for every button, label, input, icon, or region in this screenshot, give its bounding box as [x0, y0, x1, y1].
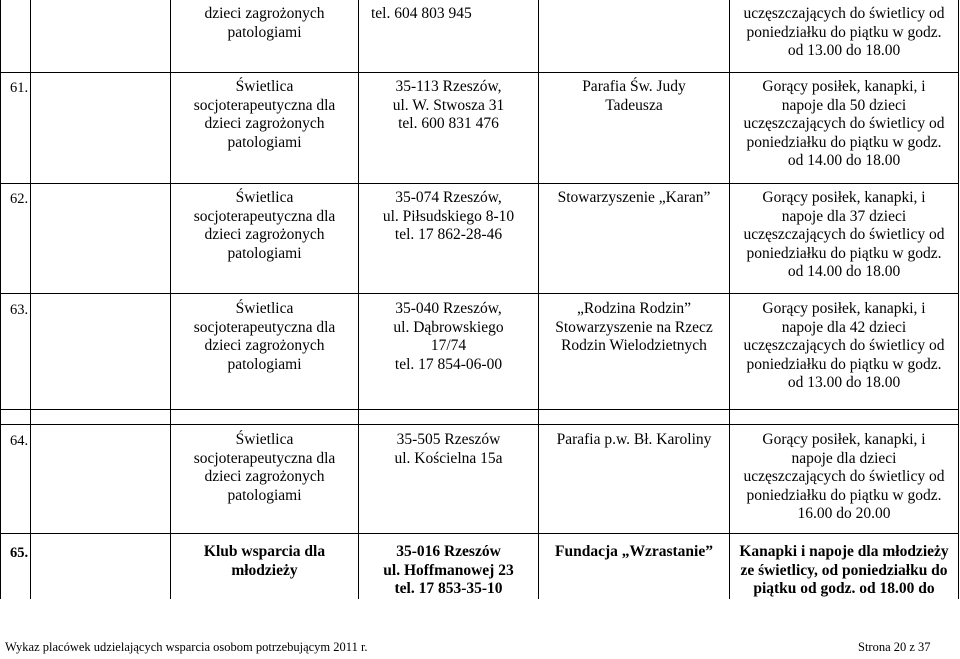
description-line: od 14.00 do 18.00: [787, 152, 901, 169]
row-divider: [0, 183, 959, 184]
address-line: tel. 17 854-06-00: [394, 355, 503, 373]
facility-name-line: dzieci zagrożonych: [204, 115, 325, 132]
facility-description: [730, 5, 958, 61]
description-line: Gorący posiłek, kanapki, i: [762, 300, 926, 317]
organizer-line: Parafia Św. Judy: [582, 78, 686, 95]
description-line: od 13.00 do 18.00: [787, 42, 901, 59]
address-line: tel. 17 853-35-10: [394, 580, 503, 597]
organizer-line: Fundacja „Wzrastanie”: [554, 543, 713, 560]
description-line: napoje dla 50 dzieci: [781, 96, 907, 114]
facility-address: [371, 5, 541, 24]
facility-name: [171, 5, 358, 42]
organizer-line: „Rodzina Rodzin”: [576, 300, 692, 317]
row-number: 65.: [10, 545, 29, 561]
description-line: Kanapki i napoje dla młodzieży: [739, 543, 949, 560]
row-divider: [0, 293, 959, 294]
description-line: napoje dla 42 dzieci: [781, 318, 907, 336]
facility-name-line: Świetlica: [235, 78, 294, 95]
organizer-line: Stowarzyszenie na Rzecz: [555, 318, 713, 336]
description-line: poniedziałku do piątku w godz.: [746, 133, 942, 151]
facility-name-line: Klub wsparcia dla: [203, 543, 326, 560]
organizer: [539, 543, 729, 562]
facility-description: [730, 78, 958, 171]
address-line: ul. Hoffmanowej 23: [383, 561, 514, 579]
facility-name-line: patologiami: [227, 355, 302, 373]
page-break-top: [0, 409, 959, 410]
row-number: 61.: [10, 80, 29, 96]
footer-title: Wykaz placówek udzielających wsparcia osobom potrzebującym 2011 r.: [5, 640, 368, 654]
facility-name: [171, 78, 358, 152]
facility-description: [730, 543, 958, 599]
address-line: ul. Kościelna 15a: [394, 449, 503, 467]
description-line: poniedziałku do piątku w godz.: [746, 486, 942, 504]
address-line: 35-505 Rzeszów: [396, 431, 501, 448]
facility-address: [359, 431, 538, 468]
address-line: ul. Piłsudskiego 8-10: [382, 207, 515, 225]
description-line: uczęszczających do świetlicy od: [743, 226, 945, 243]
facility-address: [359, 543, 538, 599]
facility-name: [171, 300, 358, 374]
description-line: poniedziałku do piątku w godz.: [746, 355, 942, 373]
row-number: 63.: [10, 302, 29, 318]
facility-name: [171, 189, 358, 263]
description-line: Gorący posiłek, kanapki, i: [762, 431, 926, 448]
description-line: poniedziałku do piątku w godz.: [746, 244, 942, 262]
description-line: napoje dla dzieci: [791, 449, 897, 467]
facility-address: [359, 300, 538, 374]
page-number: Strona 20 z 37: [858, 640, 931, 654]
facility-name: [171, 431, 358, 505]
description-line: 16.00 do 20.00: [797, 505, 891, 522]
address-line: 35-040 Rzeszów,: [395, 300, 502, 317]
description-line: od 14.00 do 18.00: [787, 263, 901, 280]
description-line: poniedziałku do piątku w godz.: [746, 23, 942, 41]
address-line: 17/74: [430, 337, 467, 354]
row-number: 64.: [10, 433, 29, 449]
facility-name-line: dzieci zagrożonych: [204, 226, 325, 243]
facility-description: [730, 189, 958, 282]
organizer: [539, 431, 729, 450]
facility-address: [359, 78, 538, 134]
facility-name-line: Świetlica: [235, 300, 294, 317]
organizer-line: Tadeusza: [605, 96, 663, 114]
description-line: uczęszczających do świetlicy od: [743, 5, 945, 22]
facility-name: [171, 543, 358, 580]
facility-name-line: patologiami: [227, 486, 302, 504]
facility-address: [359, 189, 538, 245]
facility-name-line: dzieci zagrożonych: [204, 5, 325, 22]
table-border-left: [0, 0, 1, 599]
facility-name-line: socjoterapeutyczna dla: [193, 96, 336, 114]
facility-name-line: patologiami: [227, 133, 302, 151]
description-line: Gorący posiłek, kanapki, i: [762, 78, 926, 95]
description-line: od 13.00 do 18.00: [787, 374, 901, 391]
facility-name-line: patologiami: [227, 244, 302, 262]
page-break-bottom: [0, 424, 959, 425]
facility-description: [730, 300, 958, 393]
facility-name-line: Świetlica: [235, 189, 294, 206]
address-line: tel. 17 862-28-46: [394, 226, 503, 243]
organizer: [539, 78, 729, 115]
description-line: uczęszczających do świetlicy od: [743, 337, 945, 354]
facility-name-line: socjoterapeutyczna dla: [193, 449, 336, 467]
row-number: 62.: [10, 191, 29, 207]
facility-name-line: socjoterapeutyczna dla: [193, 318, 336, 336]
organizer: [539, 300, 729, 356]
address-line: ul. Dąbrowskiego: [393, 318, 504, 336]
row-divider: [0, 533, 959, 534]
organizer: [539, 189, 729, 208]
facility-name-line: młodzieży: [231, 561, 298, 579]
address-line: ul. W. Stwosza 31: [392, 96, 505, 114]
description-line: piątku od godz. od 18.00 do: [753, 580, 935, 597]
facility-name-line: socjoterapeutyczna dla: [193, 207, 336, 225]
facility-name-line: Świetlica: [235, 431, 294, 448]
facility-name-line: dzieci zagrożonych: [204, 337, 325, 354]
table-border-left-inner: [30, 0, 31, 599]
organizer-line: Rodzin Wielodzietnych: [561, 337, 707, 354]
description-line: Gorący posiłek, kanapki, i: [762, 189, 926, 206]
address-line: 35-074 Rzeszów,: [395, 189, 502, 206]
address-line: tel. 600 831 476: [398, 115, 499, 132]
description-line: ze świetlicy, od poniedziałku do: [740, 561, 948, 579]
description-line: uczęszczających do świetlicy od: [743, 468, 945, 485]
description-line: uczęszczających do świetlicy od: [743, 115, 945, 132]
address-line: 35-016 Rzeszów: [396, 543, 501, 560]
organizer-line: Parafia p.w. Bł. Karoliny: [556, 431, 712, 448]
row-divider: [0, 72, 959, 73]
address-line: tel. 604 803 945: [371, 5, 472, 22]
facility-name-line: dzieci zagrożonych: [204, 468, 325, 485]
table-border-right: [958, 0, 959, 599]
facility-description: [730, 431, 958, 524]
facility-name-line: patologiami: [227, 23, 302, 41]
address-line: 35-113 Rzeszów,: [395, 78, 502, 95]
organizer-line: Stowarzyszenie „Karan”: [557, 189, 711, 206]
description-line: napoje dla 37 dzieci: [781, 207, 907, 225]
